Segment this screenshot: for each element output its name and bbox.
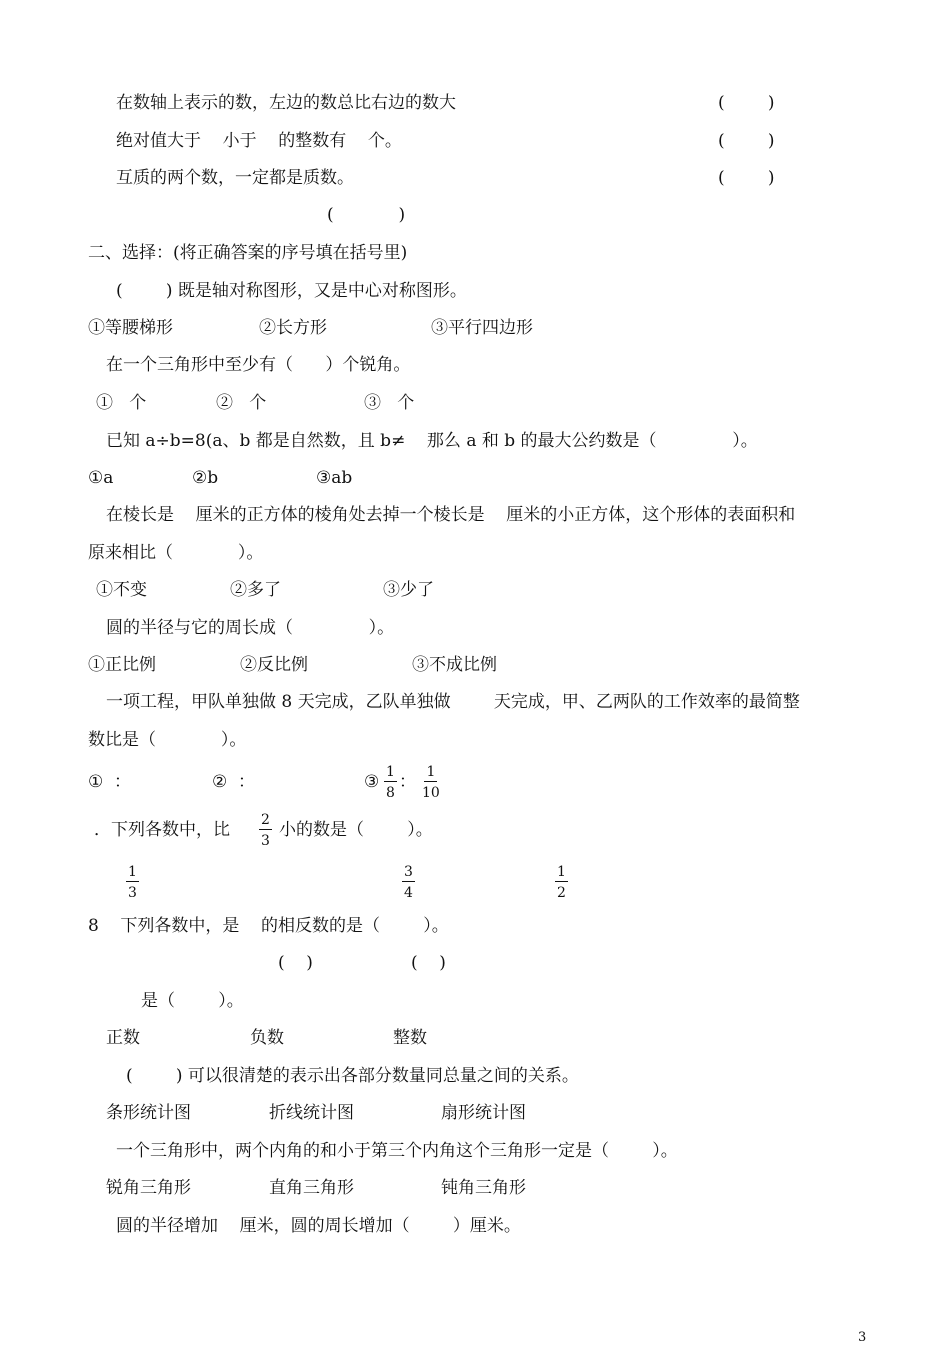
q7-option-2[interactable]: [402, 864, 415, 901]
q3-option-1[interactable]: ①a: [88, 468, 114, 488]
q7-stem-fraction: [259, 812, 272, 849]
judge-item-3: 互质的两个数，一定都是质数。: [116, 168, 354, 188]
page-number: 3: [858, 1330, 867, 1345]
q10-stem: ( ) 可以很清楚的表示出各部分数量同总量之间的关系。: [126, 1066, 579, 1086]
q4-option-1[interactable]: ①不变: [96, 580, 147, 600]
fraction-numerator: 1: [128, 864, 137, 880]
q5-option-2[interactable]: ②反比例: [240, 655, 308, 675]
q11-option-3[interactable]: 钝角三角形: [441, 1178, 526, 1198]
q4-stem-line1: 在棱长是 厘米的正方体的棱角处去掉一个棱长是 厘米的小正方体，这个形体的表面积和: [106, 505, 796, 525]
q6-stem-line1: 一项工程，甲队单独做 8 天完成，乙队单独做 天完成，甲、乙两队的工作效率的最简整: [106, 692, 800, 712]
q8-bracket-2[interactable]: ( ): [411, 953, 446, 973]
fraction-numerator: 1: [557, 864, 566, 880]
q2-option-3[interactable]: ③ 个: [364, 393, 415, 413]
section-title: 二、选择：(将正确答案的序号填在括号里): [88, 243, 408, 263]
q6-option-3-separator: ：: [399, 772, 416, 792]
q1-stem: ( ) 既是轴对称图形，又是中心对称图形。: [116, 281, 467, 301]
q9-option-3[interactable]: 整数: [393, 1028, 427, 1048]
q10-option-3[interactable]: 扇形统计图: [441, 1103, 526, 1123]
fraction-numerator: 2: [261, 812, 270, 828]
q3-option-3[interactable]: ③ab: [316, 468, 353, 488]
judge-item-2: 绝对值大于 小于 的整数有 个。: [116, 131, 402, 151]
q12-stem: 圆的半径增加 厘米，圆的周长增加（ ）厘米。: [116, 1216, 521, 1236]
q10-option-1[interactable]: 条形统计图: [106, 1103, 191, 1123]
q4-option-3[interactable]: ③少了: [383, 580, 434, 600]
q1-option-3[interactable]: ③平行四边形: [431, 318, 533, 338]
q3-stem: 已知 a÷b=8(a、b 都是自然数，且 b≠ 那么 a 和 b 的最大公约数是（ ）。: [106, 431, 758, 451]
q11-option-2[interactable]: 直角三角形: [269, 1178, 354, 1198]
q2-stem: 在一个三角形中至少有（ ）个锐角。: [106, 355, 411, 375]
q1-option-1[interactable]: ①等腰梯形: [88, 318, 173, 338]
q7-option-1[interactable]: [126, 864, 139, 901]
q7-stem-prefix: ．下列各数中，比: [94, 820, 230, 840]
fraction-denominator: 10: [422, 785, 440, 801]
q8-bracket-1[interactable]: ( ): [278, 953, 313, 973]
judge-bracket-2[interactable]: ( ): [718, 131, 775, 151]
q9-option-2[interactable]: 负数: [250, 1028, 284, 1048]
fraction-denominator: 3: [261, 833, 270, 849]
q3-option-2[interactable]: ②b: [192, 468, 219, 488]
q7-option-3[interactable]: [555, 864, 568, 901]
q4-stem-line2: 原来相比（ ）。: [88, 543, 264, 563]
fraction-numerator: 1: [426, 764, 436, 780]
judge-extra-bracket[interactable]: ( ): [327, 205, 406, 225]
fraction-denominator: 4: [404, 885, 413, 901]
q9-stem: 是（ ）。: [141, 991, 244, 1011]
q6-option-3-prefix[interactable]: ③: [364, 772, 380, 792]
q5-option-1[interactable]: ①正比例: [88, 655, 156, 675]
q8-stem: 8 下列各数中，是 的相反数的是（ ）。: [88, 916, 449, 936]
q6-option-2[interactable]: ② ：: [212, 772, 256, 792]
q1-option-2[interactable]: ②长方形: [259, 318, 327, 338]
q11-option-1[interactable]: 锐角三角形: [106, 1178, 191, 1198]
judge-bracket-1[interactable]: ( ): [718, 93, 775, 113]
q7-stem-suffix: 小的数是（ ）。: [279, 820, 433, 840]
q2-option-2[interactable]: ② 个: [216, 393, 267, 413]
q5-stem: 圆的半径与它的周长成（ ）。: [106, 618, 395, 638]
fraction-denominator: 2: [557, 885, 566, 901]
judge-bracket-3[interactable]: ( ): [718, 168, 775, 188]
judge-item-1: 在数轴上表示的数，左边的数总比右边的数大: [116, 93, 456, 113]
q4-option-2[interactable]: ②多了: [230, 580, 281, 600]
fraction-denominator: 8: [386, 785, 395, 801]
q6-stem-line2: 数比是（ ）。: [88, 730, 247, 750]
q11-stem: 一个三角形中，两个内角的和小于第三个内角这个三角形一定是（ ）。: [116, 1141, 678, 1161]
q10-option-2[interactable]: 折线统计图: [269, 1103, 354, 1123]
q5-option-3[interactable]: ③不成比例: [412, 655, 497, 675]
fraction-denominator: 3: [128, 885, 137, 901]
fraction-numerator: 3: [404, 864, 413, 880]
q6-option-3-fraction-b: [422, 764, 440, 801]
q6-option-3-fraction-a: [384, 764, 397, 801]
fraction-numerator: 1: [386, 764, 395, 780]
q2-option-1[interactable]: ① 个: [96, 393, 147, 413]
q9-option-1[interactable]: 正数: [106, 1028, 140, 1048]
q6-option-1[interactable]: ① ：: [88, 772, 132, 792]
